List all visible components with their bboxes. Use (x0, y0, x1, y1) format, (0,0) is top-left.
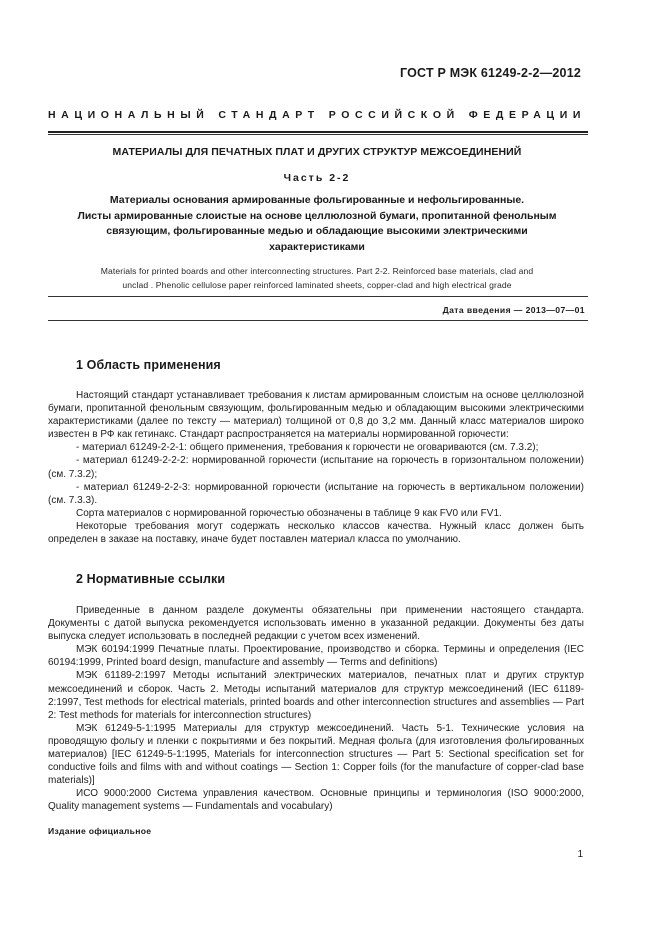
subtitle-line: Листы армированные слоистые на основе целлюлозной бумаги, пропитанной фенольным (77, 209, 557, 222)
subtitle-line: Материалы основания армированные фольгированные и нефольгированные. (109, 194, 525, 206)
paragraph: - материал 61249-2-2-1: общего применения, требования к горючести не оговариваются (см. 7.3.2); (76, 442, 539, 454)
document-number: ГОСТ Р МЭК 61249-2-2—2012 (400, 66, 581, 80)
introduction-date: Дата введения — 2013—07—01 (442, 305, 585, 315)
standard-title: МАТЕРИАЛЫ ДЛЯ ПЕЧАТНЫХ ПЛАТ И ДРУГИХ СТРУКТУР МЕЖСОЕДИНЕНИЙ (112, 146, 522, 158)
reference-item: МЭК 61189-2:1997 Методы испытаний электрических материалов, печатных плат и других структур межсоединений и сборок. Часть 2. Методы испытаний материалов для структур межсоединений (IEC 61189-2:1997, Test methods for electrical materials, printed boards and other interconnection structures and assemblies — Part 2: Test methods for materials for interconnection structures) (48, 670, 584, 721)
section-2-body (48, 604, 584, 814)
section-1-body (48, 389, 584, 546)
paragraph: Сорта материалов с нормированной горючестью обозначены в таблице 9 как FV0 или FV1. (76, 507, 502, 519)
national-standard-banner: НАЦИОНАЛЬНЫЙ СТАНДАРТ РОССИЙСКОЙ ФЕДЕРАЦИИ (48, 109, 586, 121)
reference-item: ИСО 9000:2000 Система управления качеством. Основные принципы и терминология (ISO 9000:2000, Quality management systems — Fundamentals and vocabulary) (48, 788, 584, 813)
section-1-heading: 1 Область применения (76, 358, 221, 372)
subtitle-line: связующим, фольгированные медью и обладающие высокими электрическими (106, 225, 528, 237)
paragraph: Настоящий стандарт устанавливает требования к листам армированным слоистым на основе целлюлозной бумаги, пропитанной фенольным связующим, фольгированным медью и обладающим высокими электрическими характеристиками (далее по тексту — материал) толщиной от 0,8 до 3,2 мм. Данный класс материалов широко известен в РФ как гетинакс. Стандарт распространяется на материалы нормированной горючести: (48, 390, 584, 441)
paragraph: Приведенные в данном разделе документы обязательны при применении настоящего стандарта. Документы с датой выпуска рекомендуется использовать именно в указанной редакции. Документы без даты выпуска следует использовать в последней редакции с учетом всех изменений. (48, 605, 584, 643)
page-number: 1 (577, 849, 583, 860)
official-edition-label: Издание официальное (48, 826, 152, 836)
subtitle-line: характеристиками (269, 240, 365, 253)
section-2-heading: 2 Нормативные ссылки (76, 572, 226, 586)
english-title-line: Materials for printed boards and other interconnecting structures. Part 2-2. Reinforced base materials, clad and (100, 266, 534, 276)
part-label: Часть 2-2 (283, 172, 351, 184)
reference-item: МЭК 61249-5-1:1995 Материалы для структур межсоединений. Часть 5-1. Технические условия на проводящую фольгу и пленки с покрытиями и без покрытий. Медная фольга (для изготовления фольгированных материалов) [IEC 61249-5-1:1995, Materials for interconnection structures — Part 5: Sectional specification set for conductive foils and films with and without coatings — Section 1: Copper foils (for the manufacture of copper-clad base materials)] (48, 722, 584, 787)
english-title (62, 264, 572, 292)
paragraph: - материал 61249-2-2-3: нормированной горючести (испытание на горючесть в вертикальном положении) (см. 7.3.3). (48, 481, 584, 506)
paragraph: Некоторые требования могут содержать несколько классов качества. Нужный класс должен быть определен в заказе на поставку, иначе будет поставлен материал класса по умолчанию. (48, 520, 584, 546)
header-rule-thick (48, 131, 588, 133)
title-rule (48, 296, 588, 297)
header-rule-thin (48, 134, 588, 135)
paragraph: - материал 61249-2-2-2: нормированной горючести (испытание на горючесть в горизонтальном положении) (см. 7.3.2); (48, 455, 584, 480)
reference-item: МЭК 60194:1999 Печатные платы. Проектирование, производство и сборка. Термины и определения (IEC 60194:1999, Printed board design, manufacture and assembly — Terms and definitions) (48, 644, 584, 669)
english-title-line: unclad . Phenolic cellulose paper reinforced laminated sheets, copper-clad and high electrical grade (122, 280, 512, 290)
intro-rule (48, 320, 588, 321)
standard-subtitle (60, 193, 574, 255)
